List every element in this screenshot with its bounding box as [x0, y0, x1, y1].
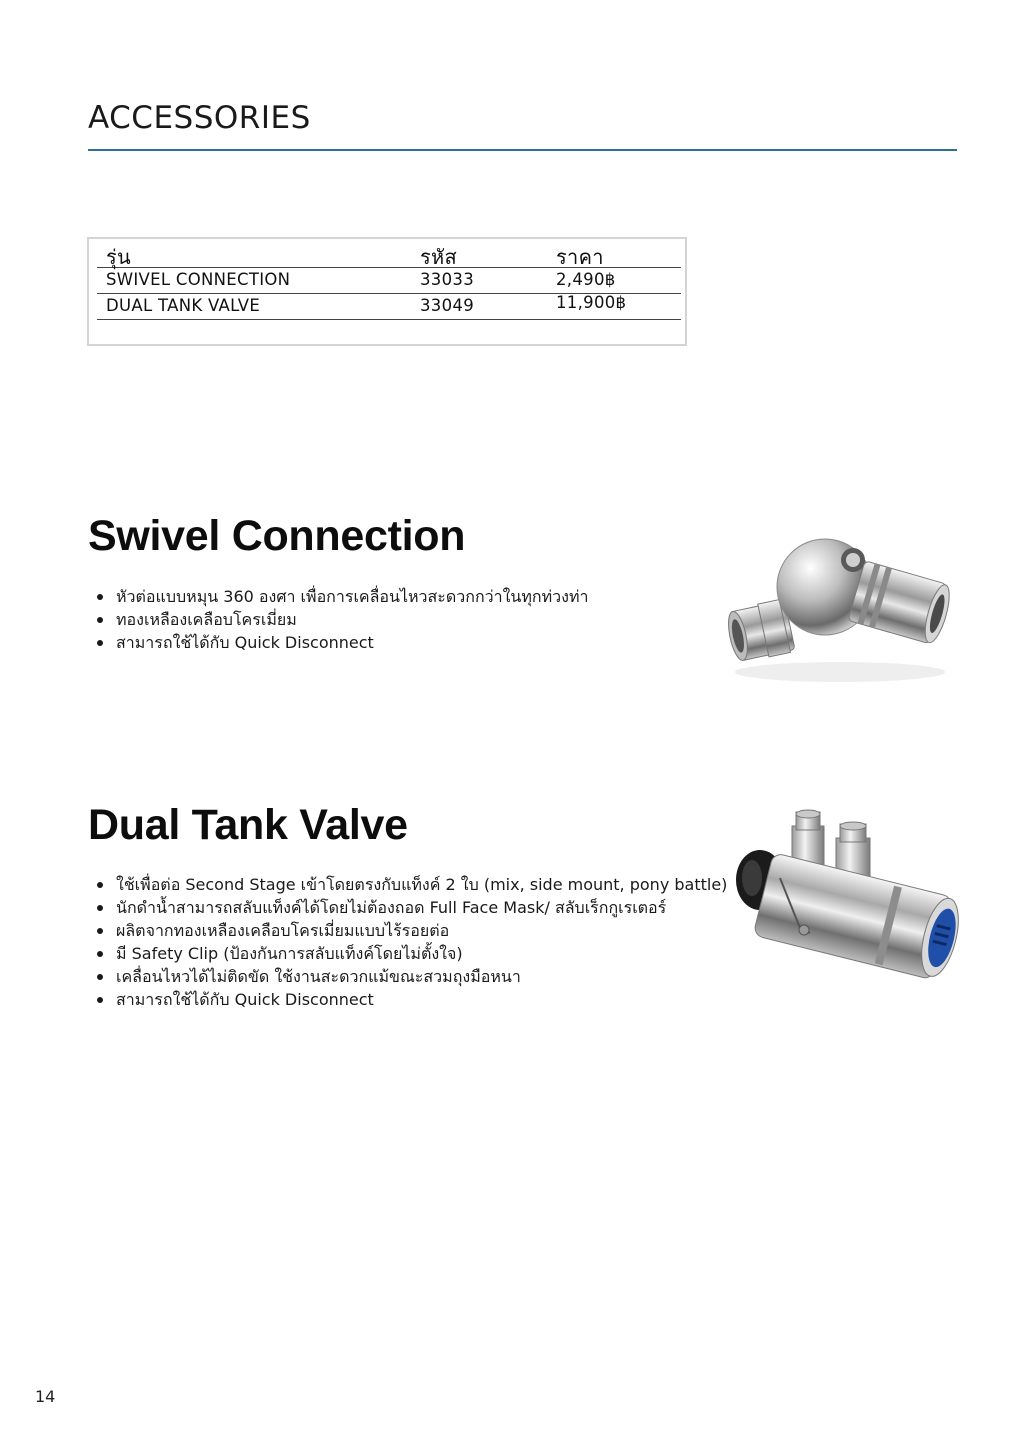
list-item: ผลิตจากทองเหลืองเคลือบโครเมี่ยมแบบไร้รอยต่อ: [96, 919, 727, 942]
page-number: 14: [35, 1387, 56, 1406]
cell-code: 33033: [420, 270, 474, 289]
table-row: [97, 294, 681, 320]
title-divider: [88, 149, 957, 151]
product-title-swivel-connection: Swivel Connection: [88, 512, 466, 560]
list-item: สามารถใช้ได้กับ Quick Disconnect: [96, 988, 727, 1011]
list-item: ใช้เพื่อต่อ Second Stage เข้าโดยตรงกับแท็งค์ 2 ใบ (mix, side mount, pony battle): [96, 873, 727, 896]
list-item: หัวต่อแบบหมุน 360 องศา เพื่อการเคลื่อนไหวสะดวกกว่าในทุกท่วงท่า: [96, 585, 588, 608]
dual-tank-valve-image: [720, 808, 960, 998]
table-row: [97, 268, 681, 294]
column-header-code: รหัส: [420, 245, 458, 269]
feature-list-swivel-connection: [96, 585, 588, 654]
swivel-connection-image: [715, 522, 960, 692]
page-title: ACCESSORIES: [88, 100, 311, 136]
column-header-model: รุ่น: [106, 245, 132, 269]
column-header-price: ราคา: [556, 245, 604, 269]
list-item: เคลื่อนไหวได้ไม่ติดขัด ใช้งานสะดวกแม้ขณะสวมถุงมือหนา: [96, 965, 727, 988]
cell-code: 33049: [420, 296, 474, 315]
price-table: [87, 237, 687, 346]
list-item: นักดำน้ำสามารถสลับแท็งค์ได้โดยไม่ต้องถอด Full Face Mask/ สลับเร็กกูเรเตอร์: [96, 896, 727, 919]
cell-model: DUAL TANK VALVE: [106, 296, 261, 315]
list-item: ทองเหลืองเคลือบโครเมี่ยม: [96, 608, 588, 631]
cell-price: 11,900฿: [556, 293, 627, 312]
feature-list-dual-tank-valve: [96, 873, 727, 1011]
product-title-dual-tank-valve: Dual Tank Valve: [88, 801, 408, 849]
cell-model: SWIVEL CONNECTION: [106, 270, 291, 289]
list-item: สามารถใช้ได้กับ Quick Disconnect: [96, 631, 588, 654]
table-header-row: [97, 241, 681, 268]
cell-price: 2,490฿: [556, 270, 616, 289]
list-item: มี Safety Clip (ป้องกันการสลับแท็งค์โดยไม่ตั้งใจ): [96, 942, 727, 965]
